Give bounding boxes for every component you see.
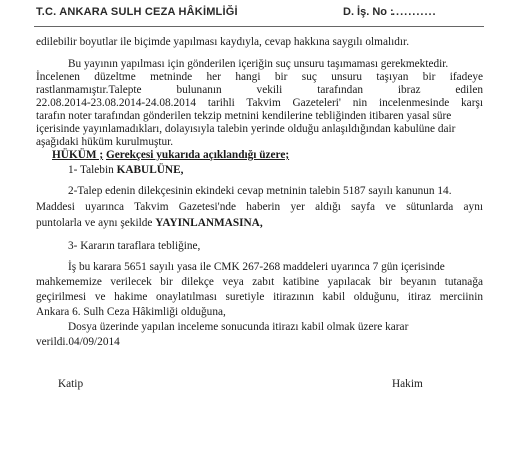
verdict-label: HÜKÜM ; — [52, 149, 104, 161]
body-line-4: rastlanmamıştır.Talepte bulunanın vekili tarafından ibraz edilen — [36, 84, 483, 96]
file-number-dots: ........... — [392, 6, 437, 18]
body-line-6: tarafın noter tarafından gönderilen tekzip metnini kendilerine tebliğinden itibaren yasal süre — [36, 110, 452, 122]
document-header — [0, 6, 507, 22]
appeal-line-4: Ankara 6. Sulh Ceza Hâkimliği olduğuna, — [36, 306, 226, 318]
item-2-text: puntolarla ve aynı şekilde — [36, 217, 156, 229]
file-number-label: D. İş. No : — [343, 6, 394, 18]
clerk-signature-label: Katip — [58, 378, 84, 390]
body-line-3: İncelenen düzeltme metninde her hangi bir suç unsuru taşıyan bir ifadeye — [36, 71, 483, 83]
court-name: T.C. ANKARA SULH CEZA HÂKİMLİĞİ — [36, 6, 238, 18]
body-line-5: 22.08.2014-23.08.2014-24.08.2014 tarihli Takvim Gazeteleri' nin incelenmesinde karşı — [36, 97, 483, 109]
body-line-8: aşağıdaki hüküm kurulmuştur. — [36, 136, 174, 148]
verdict-item-2c — [36, 217, 263, 230]
verdict-item-1 — [68, 164, 183, 177]
item-1-decision: KABULÜNE, — [116, 164, 184, 176]
appeal-line-3: geçirilmesi ve hakime onaylatılması suretiyle itirazının kabil olduğunu, itiraz merciinin — [36, 291, 483, 303]
body-line-2: Bu yayının yapılması için gönderilen içeriğin suç unsuru taşımaması gerekmektedir. — [68, 58, 449, 70]
body-line-7: içerisinde yayınlamadıkları, dolayısıyla talebin yerinde olduğu anlaşıldığından kabulüne dair — [36, 123, 456, 135]
verdict-reason: Gerekçesi yukarıda açıklandığı üzere; — [105, 149, 290, 161]
verdict-item-2b: Maddesi uyarınca Takvim Gazetesi'nde haberin yer aldığı sayfa ve sütunlarda aynı — [36, 201, 483, 213]
judge-signature-label: Hakim — [392, 378, 423, 390]
appeal-line-2: mahkememize verilecek bir dilekçe veya zabıt katibine yapılacak bir beyanın tutanağa — [36, 276, 483, 288]
verdict-item-3: 3- Kararın taraflara tebliğine, — [68, 240, 201, 252]
body-line-1: edilebilir boyutlar ile biçimde yapılması kaydıyla, cevap hakkına saygılı olmalıdır. — [36, 36, 410, 48]
closing-date-line: verildi.04/09/2014 — [36, 336, 120, 348]
item-2-decision: YAYINLANMASINA, — [155, 217, 263, 229]
closing-line-1: Dosya üzerinde yapılan inceleme sonucunda itirazı kabil olmak üzere karar — [68, 321, 409, 333]
header-rule — [34, 26, 484, 27]
verdict-item-2a: 2-Talep edenin dilekçesinin ekindeki cevap metninin talebin 5187 sayılı kanunun 14. — [68, 185, 452, 197]
item-1-text: 1- Talebin — [68, 164, 117, 176]
appeal-line-1: İş bu karara 5651 sayılı yasa ile CMK 267-268 maddeleri uyarınca 7 gün içerisinde — [68, 261, 445, 273]
verdict-heading — [52, 149, 289, 162]
